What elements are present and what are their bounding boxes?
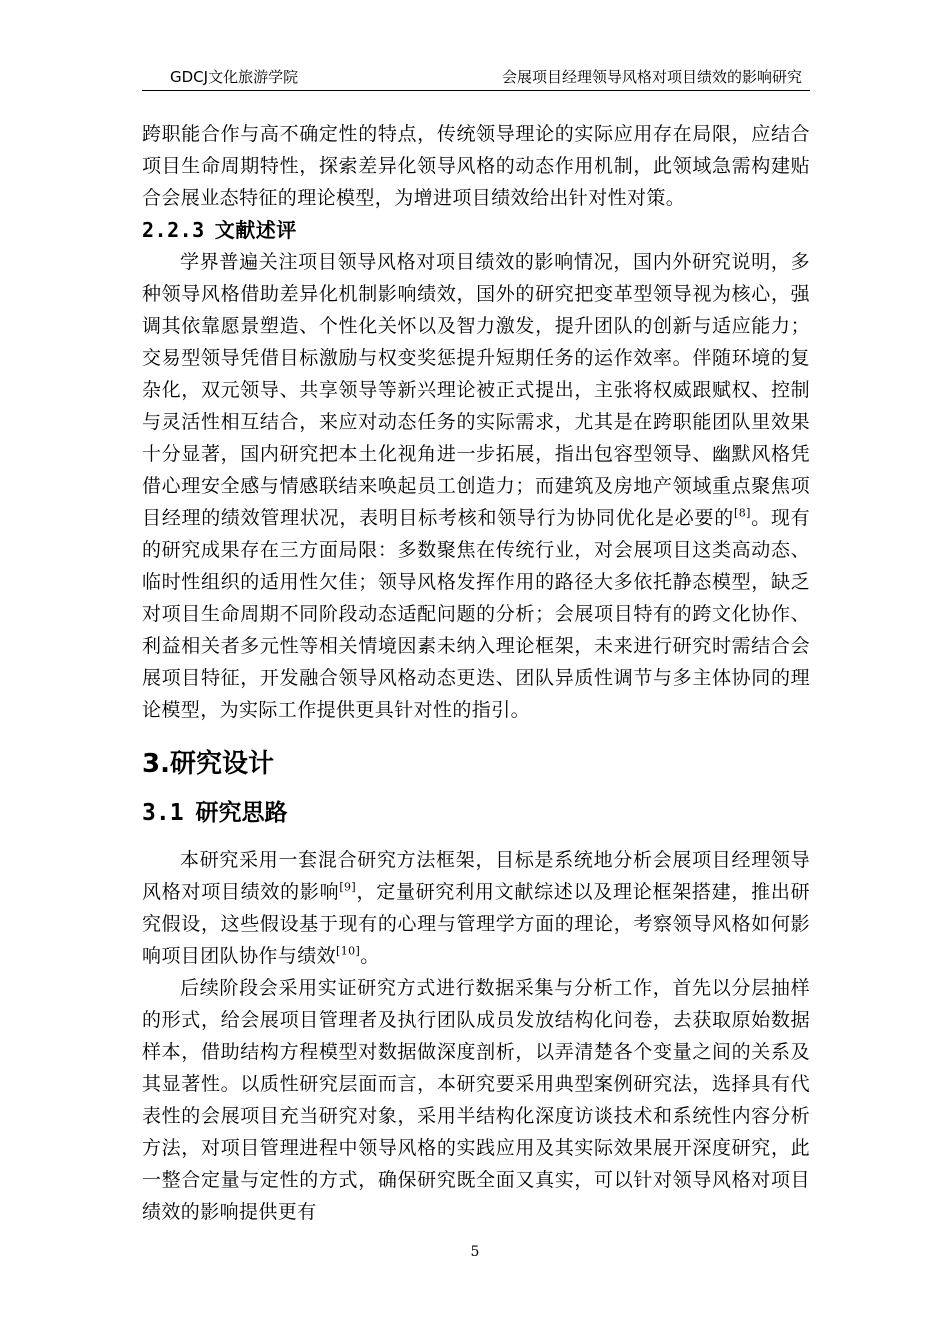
section-heading-2-2-3 xyxy=(142,214,810,246)
paragraph-research-approach xyxy=(142,844,810,972)
citation-ref: [10] xyxy=(336,944,361,958)
section-number: 3.1 xyxy=(142,800,184,826)
citation-ref: [8] xyxy=(734,506,751,520)
section-title: 研究思路 xyxy=(195,799,288,826)
paragraph-continued: 跨职能合作与高不确定性的特点，传统领导理论的实际应用存在局限，应结合项目生命周期特性，探索差异化领导风格的动态作用机制，此领域急需构建贴合会展业态特征的理论模型，为增进项目绩效给出针对性对策。 xyxy=(142,123,810,209)
paragraph-text: 。 xyxy=(360,945,380,967)
page-content xyxy=(142,118,810,1228)
section-heading-3-1 xyxy=(142,794,810,832)
paragraph-text: ，定量研究利用文献综述以及理论框架搭建，推出研究假设，这些假设基于现有的心理与管理学方面的理论，考察领导风格如何影响项目团队协作与绩效 xyxy=(142,881,810,967)
paragraph-literature-review xyxy=(142,246,810,726)
chapter-heading-research-design: 3.研究设计 xyxy=(142,749,274,779)
paragraph-text: 。现有的研究成果存在三方面局限：多数聚焦在传统行业，对会展项目这类高动态、临时性组织的适用性欠佳；领导风格发挥作用的路径大多依托静态模型，缺乏对项目生命周期不同阶段动态适配问题的分析；会展项目特有的跨文化协作、利益相关者多元性等相关情境因素未纳入理论框架，未来进行研究时需结合会展项目特征，开发融合领导风格动态更迭、团队异质性调节与多主体协同的理论模型，为实际工作提供更具针对性的指引。 xyxy=(142,507,810,721)
page-header xyxy=(142,62,810,91)
section-title: 文献述评 xyxy=(214,218,297,242)
paragraph-methodology: 后续阶段会采用实证研究方式进行数据采集与分析工作，首先以分层抽样的形式，给会展项目管理者及执行团队成员发放结构化问卷，去获取原始数据样本，借助结构方程模型对数据做深度剖析，以弄清楚各个变量之间的关系及其显著性。以质性研究层面而言，本研究要采用典型案例研究法，选择具有代表性的会展项目充当研究对象，采用半结构化深度访谈技术和系统性内容分析方法，对项目管理进程中领导风格的实践应用及其实际效果展开深度研究，此一整合定量与定性的方式，确保研究既全面又真实，可以针对领导风格对项目绩效的影响提供更有 xyxy=(142,977,810,1223)
section-number: 2.2.3 xyxy=(142,218,205,242)
header-thesis-title: 会展项目经理领导风格对项目绩效的影响研究 xyxy=(501,68,802,86)
citation-ref: [9] xyxy=(339,880,357,894)
paragraph-text: 本研究采用一套混合研究方法框架，目标是系统地分析会展项目经理领导风格对项目绩效的影响 xyxy=(142,849,810,903)
page-number: 5 xyxy=(470,1244,480,1260)
header-institution: GDCJ文化旅游学院 xyxy=(170,68,299,86)
paragraph-text: 学界普遍关注项目领导风格对项目绩效的影响情况，国内外研究说明，多种领导风格借助差异化机制影响绩效，国外的研究把变革型领导视为核心，强调其依靠愿景塑造、个性化关怀以及智力激发，提升团队的创新与适应能力；交易型领导凭借目标激励与权变奖惩提升短期任务的运作效率。伴随环境的复杂化，双元领导、共享领导等新兴理论被正式提出，主张将权威跟赋权、控制与灵活性相互结合，来应对动态任务的实际需求，尤其是在跨职能团队里效果十分显著，国内研究把本土化视角进一步拓展，指出包容型领导、幽默风格凭借心理安全感与情感联结来唤起员工创造力；而建筑及房地产领域重点聚焦项目经理的绩效管理状况，表明目标考核和领导行为协同优化是必要的 xyxy=(142,251,810,529)
